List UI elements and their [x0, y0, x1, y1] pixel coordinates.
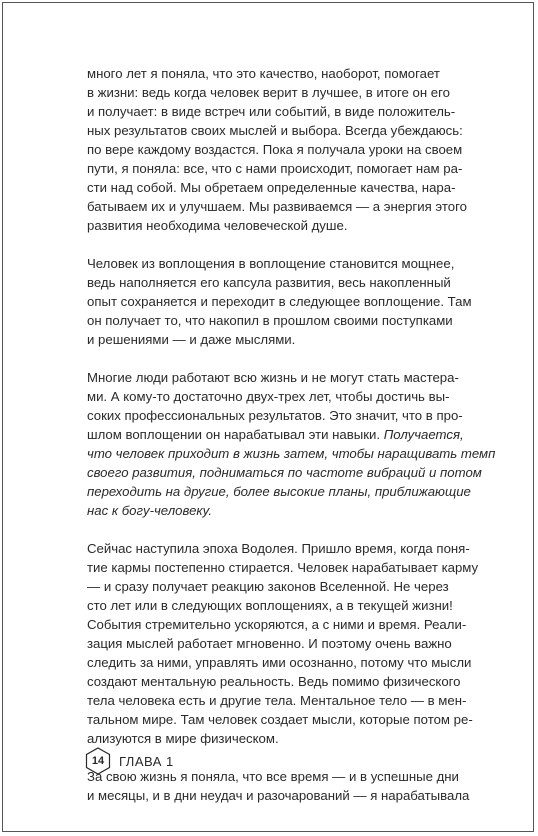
line-text: тела человека есть и другие тела. Ментальное тело — в мен- — [87, 693, 467, 708]
text-line — [87, 387, 479, 406]
text-line — [87, 406, 479, 425]
text-line — [87, 121, 479, 140]
text-line — [87, 292, 479, 311]
text-line — [87, 577, 479, 596]
paragraph — [87, 368, 496, 520]
line-text: опыт сохраняется и переходит в следующее воплощение. Там — [87, 294, 472, 309]
line-text: что человек приходит в жизнь затем, чтобы наращивать темп — [87, 446, 496, 461]
text-line — [87, 368, 479, 387]
line-text: ализуются в мире физическом. — [87, 731, 279, 746]
text-line — [87, 102, 479, 121]
line-text: по вере каждому воздастся. Пока я получала уроки на своем — [87, 142, 463, 157]
text-line — [87, 425, 479, 444]
text-line — [87, 786, 479, 805]
text-line — [87, 482, 479, 501]
page-footer — [85, 747, 174, 775]
text-line — [87, 273, 479, 292]
page-number: 14 — [91, 755, 105, 767]
line-text: создают ментальную реальность. Ведь помимо физического — [87, 674, 461, 689]
text-line — [87, 672, 479, 691]
text-line — [87, 216, 479, 235]
line-text: много лет я поняла, что это качество, наоборот, помогает — [87, 66, 440, 81]
text-line — [87, 615, 479, 634]
line-text: ных результатов своих мыслей и выбора. Всегда убеждаюсь: — [87, 123, 463, 138]
paragraph — [87, 254, 479, 349]
line-text: тальном мире. Там человек создает мысли, которые потом ре- — [87, 712, 473, 727]
text-line — [87, 691, 479, 710]
line-text: ми. А кому-то достаточно двух-трех лет, чтобы достичь вы- — [87, 389, 450, 404]
line-text: За свою жизнь я поняла, что все время — и в успешные дни — [87, 769, 459, 784]
text-line — [87, 159, 479, 178]
line-text: и месяцы, и в дни неудач и разочарований — я нарабатывала — [87, 788, 470, 803]
line-text: Сейчас наступила эпоха Водолея. Пришло время, когда поня- — [87, 541, 470, 556]
text-line — [87, 197, 479, 216]
page-number-badge — [85, 747, 111, 775]
text-line — [87, 140, 479, 159]
book-page — [2, 2, 534, 832]
line-text: переходить на другие, более высокие планы, приближающие — [87, 484, 471, 499]
line-text: соких профессиональных результатов. Это значит, что в про- — [87, 408, 463, 423]
line-text: пути, я поняла: все, что с нами происходит, помогает нам ра- — [87, 161, 463, 176]
line-text: своего развития, подниматься по частоте вибраций и потом — [87, 465, 482, 480]
line-text: в жизни: ведь когда человек верит в лучшее, в итоге он его — [87, 85, 450, 100]
text-line — [87, 64, 479, 83]
line-text: сто лет или в следующих воплощениях, а в текущей жизни! — [87, 598, 453, 613]
line-text: ведь наполняется его капсула развития, весь накопленный — [87, 275, 451, 290]
text-line — [87, 83, 479, 102]
line-text: шлом воплощении он нарабатывал эти навыки. — [87, 427, 381, 442]
line-text: нас к богу-человеку. — [87, 503, 213, 518]
text-line — [87, 539, 479, 558]
text-line — [87, 558, 479, 577]
line-text: События стремительно ускоряются, а с ними и время. Реали- — [87, 617, 467, 632]
text-line — [87, 710, 479, 729]
line-tail-text: Получается, — [380, 427, 464, 442]
line-text: зация мыслей работает мгновенно. И поэтому очень важно — [87, 636, 452, 651]
text-line — [87, 178, 479, 197]
line-text: батываем их и улучшаем. Мы развиваемся — а энергия этого — [87, 199, 467, 214]
line-text: Человек из воплощения в воплощение становится мощнее, — [87, 256, 455, 271]
chapter-label: ГЛАВА 1 — [119, 753, 174, 769]
line-text: развития необходима человеческой душе. — [87, 218, 348, 233]
line-text: следить за ними, управлять ими осознанно, потому что мысли — [87, 655, 472, 670]
line-text: он получает то, что накопил в прошлом своими поступками — [87, 313, 453, 328]
text-line — [87, 444, 496, 463]
text-line — [87, 463, 482, 482]
text-line — [87, 596, 479, 615]
text-line — [87, 254, 479, 273]
line-text: Многие люди работают всю жизнь и не могут стать мастера- — [87, 370, 459, 385]
text-line — [87, 653, 479, 672]
line-text: сти над собой. Мы обретаем определенные качества, нара- — [87, 180, 456, 195]
line-text: и получает: в виде встреч или событий, в виде положитель- — [87, 104, 456, 119]
body-text — [87, 64, 496, 824]
paragraph — [87, 539, 479, 748]
text-line — [87, 330, 479, 349]
text-line — [87, 729, 479, 748]
text-line — [87, 501, 479, 520]
line-text: и решениями — и даже мыслями. — [87, 332, 296, 347]
line-text: тие кармы постепенно стирается. Человек нарабатывает карму — [87, 560, 479, 575]
text-line — [87, 311, 479, 330]
text-line — [87, 634, 479, 653]
paragraph — [87, 64, 479, 235]
line-text: — и сразу получает реакцию законов Вселенной. Не через — [87, 579, 449, 594]
